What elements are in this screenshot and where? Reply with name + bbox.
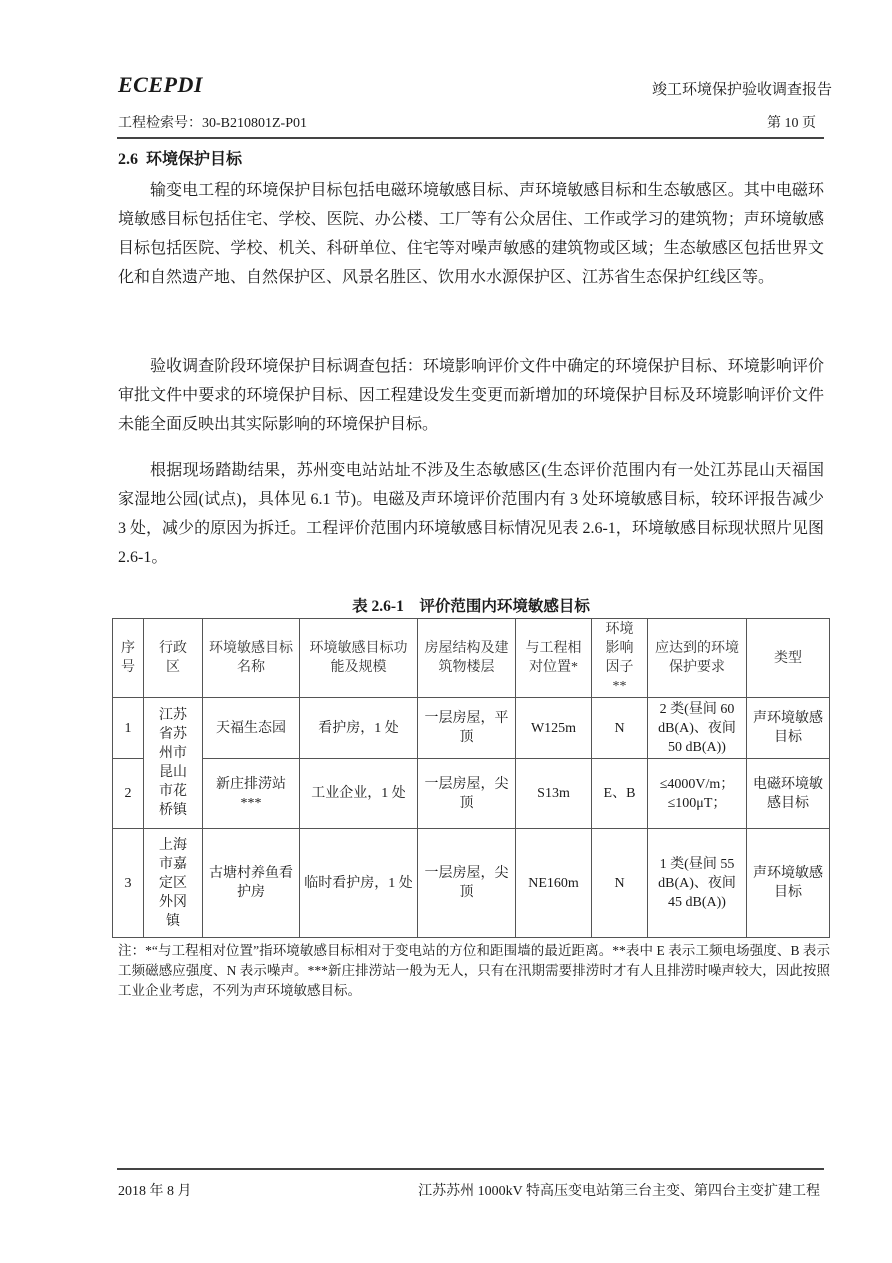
cell-name: 天福生态园 [203,698,300,759]
cell-no: 2 [113,759,144,829]
cell-factor: E、B [592,759,648,829]
cell-requirement: 2 类(昼间 60 dB(A)、夜间 50 dB(A)) [648,698,747,759]
cell-factor: N [592,698,648,759]
table-header-row [113,619,830,698]
cell-function: 看护房，1 处 [300,698,418,759]
header-cell: 环境影响因子** [592,619,648,698]
cell-position: W125m [516,698,592,759]
cell-no: 1 [113,698,144,759]
cell-no: 3 [113,829,144,938]
cell-structure: 一层房屋，尖顶 [418,759,516,829]
page-number: 第 10 页 [767,116,816,131]
cell-type: 声环境敏感目标 [747,698,830,759]
paragraph: 输变电工程的环境保护目标包括电磁环境敏感目标、声环境敏感目标和生态敏感区。其中电磁环境敏感目标包括住宅、学校、医院、办公楼、工厂等有公众居住、工作或学习的建筑物；声环境敏感目标包括医院、学校、机关、科研单位、住宅等对噪声敏感的建筑物或区域；生态敏感区包括世界文化和自然遗产地、自然保护区、风景名胜区、饮用水水源保护区、江苏省生态保护红线区等。 [118,182,824,286]
report-type: 竣工环境保护验收调查报告 [651,82,832,98]
cell-position: NE160m [516,829,592,938]
paragraph: 根据现场踏勘结果，苏州变电站站址不涉及生态敏感区(生态评价范围内有一处江苏昆山天福国家湿地公园(试点)，具体见 6.1 节)。电磁及声环境评价范围内有 3 处环境敏感目标，较环评报告减少 3 处，减少的原因为拆迁。工程评价范围内环境敏感目标情况见表 2.6-1，环境敏感目标现状照片见图 2.6-1。 [118,462,824,566]
header-cell: 行政区 [144,619,203,698]
header-cell: 环境敏感目标功能及规模 [300,619,418,698]
table-row [113,698,830,759]
cell-type: 声环境敏感目标 [747,829,830,938]
table-row [113,829,830,938]
sensitive-targets-table [112,618,830,938]
cell-structure: 一层房屋，平顶 [418,698,516,759]
cell-type: 电磁环境敏感目标 [747,759,830,829]
cell-requirement: 1 类(昼间 55 dB(A)、夜间 45 dB(A)) [648,829,747,938]
footer-date: 2018 年 8 月 [118,1184,192,1199]
table-caption: 表 2.6-1 评价范围内环境敏感目标 [352,598,590,615]
header-cell: 类型 [747,619,830,698]
table-row [113,759,830,829]
cell-name: 新庄排涝站*** [203,759,300,829]
paragraph: 验收调查阶段环境保护目标调查包括：环境影响评价文件中确定的环境保护目标、环境影响评价审批文件中要求的环境保护目标、因工程建设发生变更而新增加的环境保护目标及环境影响评价文件未能全面反映出其实际影响的环境保护目标。 [118,358,824,433]
section-heading: 2.6 环境保护目标 [118,151,243,168]
company-logo: ECEPDI [118,72,203,97]
table-note: 注：*“与工程相对位置”指环境敏感目标相对于变电站的方位和距围墙的最近距离。**表中 E 表示工频电场强度、B 表示工频磁感应强度、N 表示噪声。***新庄排涝站一般为无人，只有在汛期需要排涝时才有人且排涝时噪声较大，因此按照工业企业考虑，不列为声环境敏感目标。 [118,943,830,998]
cell-position: S13m [516,759,592,829]
header-divider [117,137,824,139]
header-cell: 应达到的环境保护要求 [648,619,747,698]
cell-factor: N [592,829,648,938]
cell-structure: 一层房屋，尖顶 [418,829,516,938]
cell-function: 临时看护房，1 处 [300,829,418,938]
cell-name: 古塘村养鱼看护房 [203,829,300,938]
header-cell: 与工程相对位置* [516,619,592,698]
retrieval-number: 工程检索号：30-B210801Z-P01 [118,116,307,131]
header-cell: 环境敏感目标名称 [203,619,300,698]
cell-function: 工业企业，1 处 [300,759,418,829]
header-cell: 房屋结构及建筑物楼层 [418,619,516,698]
footer-project-name: 江苏苏州 1000kV 特高压变电站第三台主变、第四台主变扩建工程 [418,1184,820,1199]
cell-district: 江苏省苏州市昆山市花桥镇 [144,698,203,829]
cell-requirement: ≤4000V/m；≤100μT； [648,759,747,829]
cell-district: 上海市嘉定区外冈镇 [144,829,203,938]
footer-divider [117,1168,824,1170]
header-cell: 序号 [113,619,144,698]
